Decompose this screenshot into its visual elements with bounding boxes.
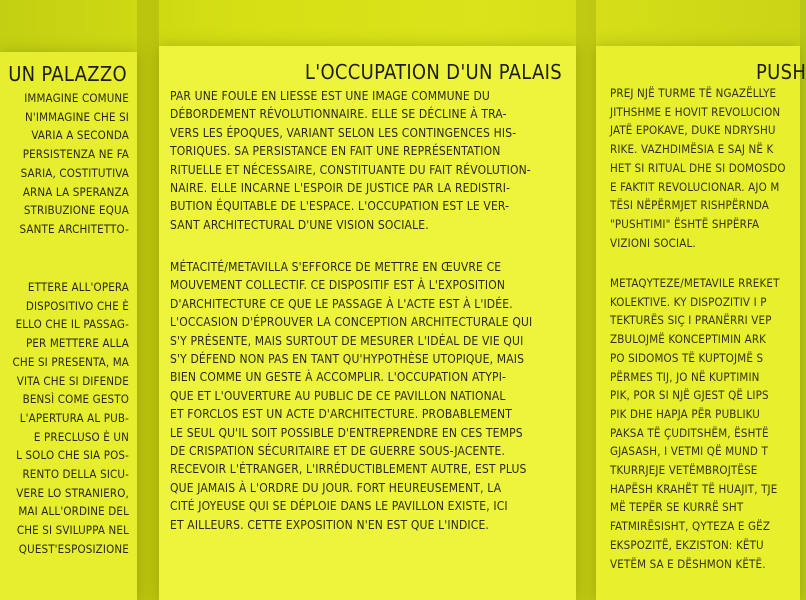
- text-line: SANT ARCHITECTURAL D'UNE VISION SOCIALE.: [170, 217, 429, 232]
- text-line: D'ARCHITECTURE CE QUE LE PASSAGE À L'ACTE EST À L'IDÉE.: [170, 296, 513, 311]
- text-line: PO SIDOMOS TË KUPTOJMË S: [610, 350, 764, 365]
- text-line: QUEST'ESPOSIZIONE: [18, 541, 129, 556]
- text-line: BIEN COMME UN GESTE À ACCOMPLIR. L'OCCUPATION ATYPI-: [170, 370, 507, 385]
- text-line: E PRECLUSO È UN: [33, 429, 129, 444]
- paragraph-1-italian: [19, 89, 129, 239]
- text-line: MË TEPËR SE KURRË SHT: [610, 500, 744, 515]
- panel-title-albanian: PUSH: [756, 60, 806, 84]
- panel-title-italian: UN PALAZZO: [8, 62, 127, 86]
- paragraph-1-french: [170, 87, 531, 234]
- text-line: TKURRJEJE VETËMBROJTËSE: [610, 463, 758, 478]
- text-line: ELLO CHE IL PASSAG-: [15, 317, 129, 332]
- text-line: RITUELLE ET NÉCESSAIRE, CONSTITUANTE DU FAIT RÉVOLUTION-: [170, 162, 531, 177]
- text-line: RENTO DELLA SICU-: [22, 467, 129, 482]
- paragraph-2-french: [170, 258, 532, 534]
- text-line: HET SI RITUAL DHE SI DOMOSDO: [610, 160, 786, 175]
- text-line: VERE LO STRANIERO,: [16, 485, 129, 500]
- text-line: TËSI NËPËRMJET RISHPËRNDA: [610, 198, 769, 213]
- text-line: SANTE ARCHITETTO-: [19, 221, 129, 236]
- text-line: PER METTERE ALLA: [25, 336, 129, 351]
- text-line: SARIA, COSTITUTIVA: [20, 165, 129, 180]
- panel-gap-left: [137, 0, 159, 600]
- panel-title-french: L'OCCUPATION D'UN PALAIS: [304, 60, 562, 84]
- text-line: PAR UNE FOULE EN LIESSE EST UNE IMAGE COMMUNE DU: [170, 89, 490, 103]
- text-line: L'APERTURA AL PUB-: [19, 410, 129, 425]
- text-line: JATË EPOKAVE, DUKE NDRYSHU: [610, 123, 776, 138]
- text-line: QUE JAMAIS À L'ORDRE DU JOUR. FORT HEUREUSEMENT, LA: [170, 480, 502, 495]
- text-line: N'IMMAGINE CHE SI: [25, 109, 129, 124]
- text-line: PËRMES TIJ, JO NË KUPTIMIN: [610, 369, 760, 384]
- text-line: MÉTACITÉ/METAVILLA S'EFFORCE DE METTRE EN ŒUVRE CE: [170, 260, 502, 274]
- text-line: EKSPOZITË, EKZISTON: KËTU: [610, 537, 764, 552]
- panel-gap-right: [576, 0, 596, 600]
- text-line: VERS LES ÉPOQUES, VARIANT SELON LES CONTINGENCES HIS-: [170, 125, 517, 140]
- text-line: "PUSHTIMI" ËSHTË SHPËRFA: [610, 216, 760, 231]
- text-line: HAPËSH KRAHËT TË HUAJIT, TJE: [610, 481, 778, 496]
- text-line: VARIA A SECONDA: [31, 128, 129, 143]
- text-line: DISPOSITIVO CHE È: [25, 298, 129, 313]
- text-line: VIZIONI SOCIAL.: [610, 235, 696, 250]
- text-line: DE CRISPATION SÉCURITAIRE ET DE GUERRE SOUS-JACENTE.: [170, 444, 506, 459]
- text-line: E FAKTIT REVOLUCIONAR. AJO M: [610, 179, 780, 194]
- text-line: ET FORCLOS EST UN ACTE D'ARCHITECTURE. PROBABLEMENT: [170, 407, 513, 422]
- text-line: QUE ET L'OUVERTURE AU PUBLIC DE CE PAVILLON NATIONAL: [170, 388, 506, 403]
- text-line: BUTION ÉQUITABLE DE L'ESPACE. L'OCCUPATION EST LE VER-: [170, 199, 510, 214]
- panel-albanian: [596, 46, 806, 600]
- text-line: IMMAGINE COMUNE: [24, 91, 129, 105]
- paragraph-1-albanian: [610, 84, 786, 252]
- text-line: ARNA LA SPERANZA: [22, 184, 129, 199]
- text-line: METAQYTEZE/METAVILE RREKET: [610, 276, 780, 290]
- text-line: S'Y DÉFEND NON PAS EN TANT QU'HYPOTHÈSE UTOPIQUE, MAIS: [170, 352, 525, 367]
- text-line: S'Y PRÉSENTE, MAIS SURTOUT DE MESURER L'IDÉAL DE VIE QUI: [170, 333, 524, 348]
- text-line: L'OCCASION D'ÉPROUVER LA CONCEPTION ARCHITECTURALE QUI: [170, 315, 533, 330]
- text-line: LE SEUL QU'IL SOIT POSSIBLE D'ENTREPRENDRE EN CES TEMPS: [170, 425, 523, 440]
- text-line: PIK, POR SI NJË GJEST QË LIPS: [610, 388, 769, 403]
- text-line: CHE SI SVILUPPA NEL: [16, 523, 129, 538]
- text-line: ETTERE ALL'OPERA: [27, 280, 129, 294]
- text-line: DÉBORDEMENT RÉVOLUTIONNAIRE. ELLE SE DÉCLINE À TRA-: [170, 107, 507, 122]
- panel-italian: [0, 52, 137, 600]
- text-line: PREJ NJË TURME TË NGAZËLLYE: [610, 86, 777, 100]
- text-line: ZBULOJMË KONCEPTIMIN ARK: [610, 332, 767, 347]
- text-line: RECEVOIR L'ÉTRANGER, L'IRRÉDUCTIBLEMENT AUTRE, EST PLUS: [170, 462, 527, 477]
- paragraph-2-albanian: [610, 274, 780, 573]
- text-line: BENSÌ COME GESTO: [22, 392, 129, 407]
- text-line: PIK DHE HAPJA PËR PUBLIKU: [610, 406, 760, 421]
- text-line: FATMIRËSISHT, QYTEZA E GËZ: [610, 519, 771, 534]
- text-line: JITHSHME E HOVIT REVOLUCION: [610, 104, 781, 119]
- paragraph-2-italian: [13, 278, 129, 559]
- text-line: MAI ALL'ORDINE DEL: [18, 504, 129, 519]
- text-line: CITÉ JOYEUSE QUI SE DÉPLOIE DANS LE PAVILLON EXISTE, ICI: [170, 499, 508, 514]
- text-line: MOUVEMENT COLLECTIF. CE DISPOSITIF EST À L'EXPOSITION: [170, 278, 506, 293]
- text-line: NAIRE. ELLE INCARNE L'ESPOIR DE JUSTICE PAR LA REDISTRI-: [170, 181, 511, 196]
- text-line: KOLEKTIVE. KY DISPOZITIV I P: [610, 294, 767, 309]
- text-line: CHE SI PRESENTA, MA: [12, 354, 129, 369]
- text-line: VITA CHE SI DIFENDE: [16, 373, 129, 388]
- text-line: STRIBUZIONE EQUA: [23, 203, 129, 218]
- text-line: TEKTURËS SIÇ I PRANËRRI VEP: [610, 313, 772, 328]
- text-line: PERSISTENZA NE FA: [22, 147, 129, 162]
- text-line: RIKE. VAZHDIMËSIA E SAJ NË K: [610, 142, 774, 157]
- text-line: L SOLO CHE SIA POS-: [16, 448, 129, 463]
- text-line: VETËM SA E DËSHMON KËTË.: [610, 556, 766, 571]
- text-line: ET AILLEURS. CETTE EXPOSITION N'EN EST QUE L'INDICE.: [170, 517, 489, 532]
- panel-french: [159, 46, 576, 600]
- text-line: GJASASH, I VETMI QË MUND T: [610, 444, 768, 459]
- text-line: PAKSA TË ÇUDITSHËM, ËSHTË: [610, 425, 769, 440]
- text-line: TORIQUES. SA PERSISTANCE EN FAIT UNE REPRÉSENTATION: [170, 144, 501, 159]
